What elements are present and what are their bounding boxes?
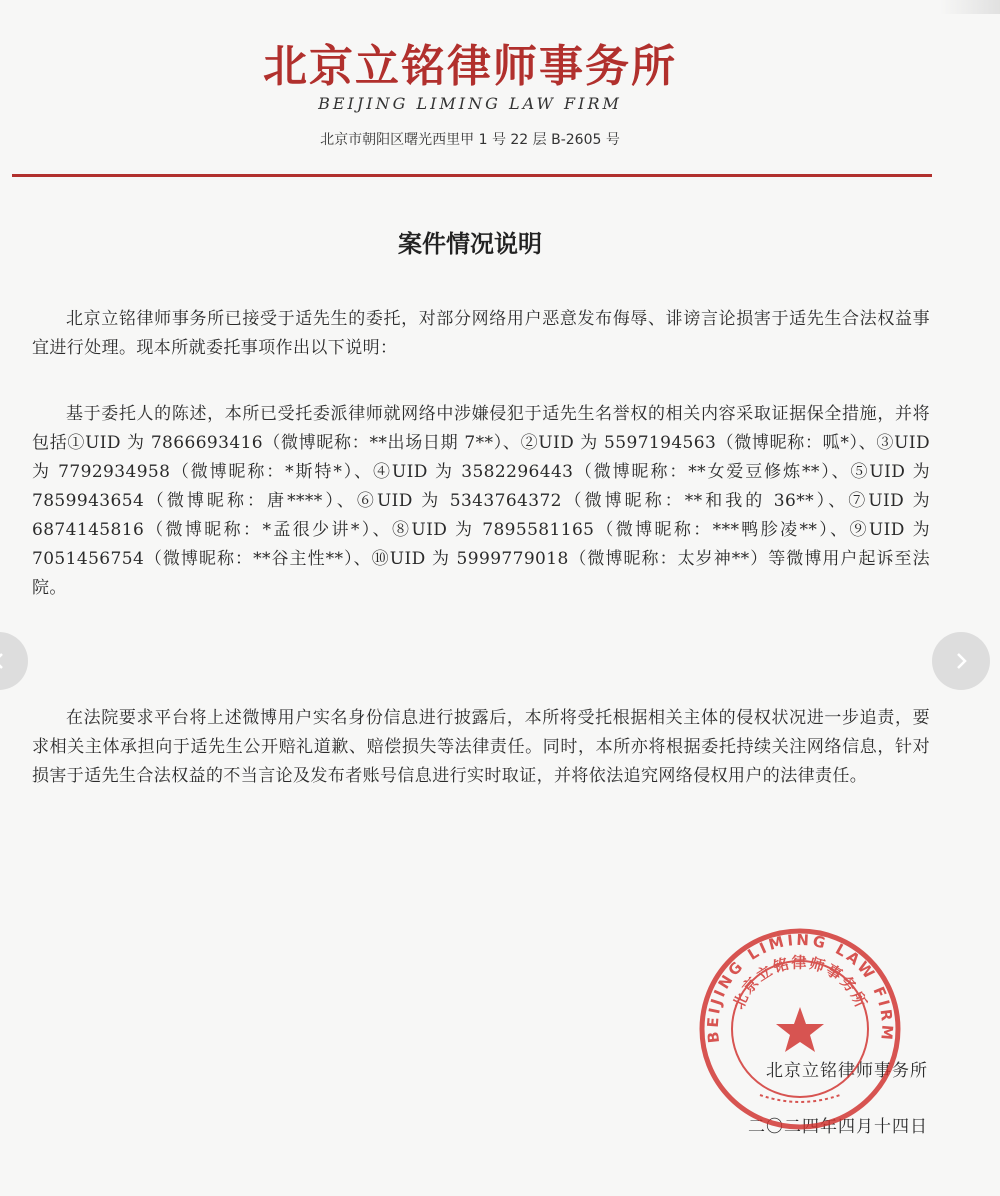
seal-outer-text: BEIJING LIMING LAW FIRM bbox=[703, 930, 897, 1044]
paragraph-intro: 北京立铭律师事务所已接受于适先生的委托，对部分网络用户恶意发布侮辱、诽谤言论损害于适先生合法权益事宜进行处理。现本所就委托事项作出以下说明： bbox=[32, 309, 930, 358]
paragraph-uid-list: 基于委托人的陈述，本所已受托委派律师就网络中涉嫌侵犯于适先生名誉权的相关内容采取证据保全措施，并将包括①UID 为 7866693416（微博昵称：**出场日期 7**）、②UID 为 5597194563（微博昵称：呱*）、③UID 为 7792934958（微博昵称：*斯特*）、④UID 为 3582296443（微博昵称：**女爱豆修炼**）、⑤UID 为 7859943654（微博昵称：唐****）、⑥UID 为 5343764372（微博昵称：**和我的 36**）、⑦UID 为 6874145816（微博昵称：*孟很少讲*）、⑧UID 为 7895581165（微博昵称：***鸭胗凌**）、⑨UID 为 7051456754（微博昵称：**谷主性**）、⑩UID 为 5999779018（微博昵称：太岁神**）等微博用户起诉至法院。 bbox=[32, 404, 930, 598]
paragraph-follow-up: 在法院要求平台将上述微博用户实名身份信息进行披露后，本所将受托根据相关主体的侵权状况进一步追责，要求相关主体承担向于适先生公开赔礼道歉、赔偿损失等法律责任。同时，本所亦将根据委托持续关注网络信息，针对损害于适先生合法权益的不当言论及发布者账号信息进行实时取证，并将依法追究网络侵权用户的法律责任。 bbox=[32, 708, 930, 786]
signature-date: 二〇二四年四月十四日 bbox=[748, 1117, 928, 1137]
letterhead-divider bbox=[12, 174, 932, 177]
firm-name-heading: 北京立铭律师事务所 bbox=[263, 41, 677, 92]
firm-seal-stamp bbox=[698, 927, 902, 1131]
corner-shadow bbox=[940, 0, 1000, 14]
signature-firm-name: 北京立铭律师事务所 bbox=[766, 1061, 928, 1081]
seal-inner-text: 北京立铭律师事务所 bbox=[729, 953, 871, 1012]
firm-address: 北京市朝阳区曙光西里甲 1 号 22 层 B-2605 号 bbox=[320, 132, 620, 148]
firm-name-english: BEIJING LIMING LAW FIRM bbox=[318, 94, 622, 113]
chevron-left-icon bbox=[0, 650, 10, 672]
seal-star-icon bbox=[776, 1007, 824, 1052]
chevron-right-icon bbox=[950, 650, 972, 672]
next-image-button[interactable] bbox=[932, 632, 990, 690]
document-title: 案件情况说明 bbox=[398, 230, 542, 258]
